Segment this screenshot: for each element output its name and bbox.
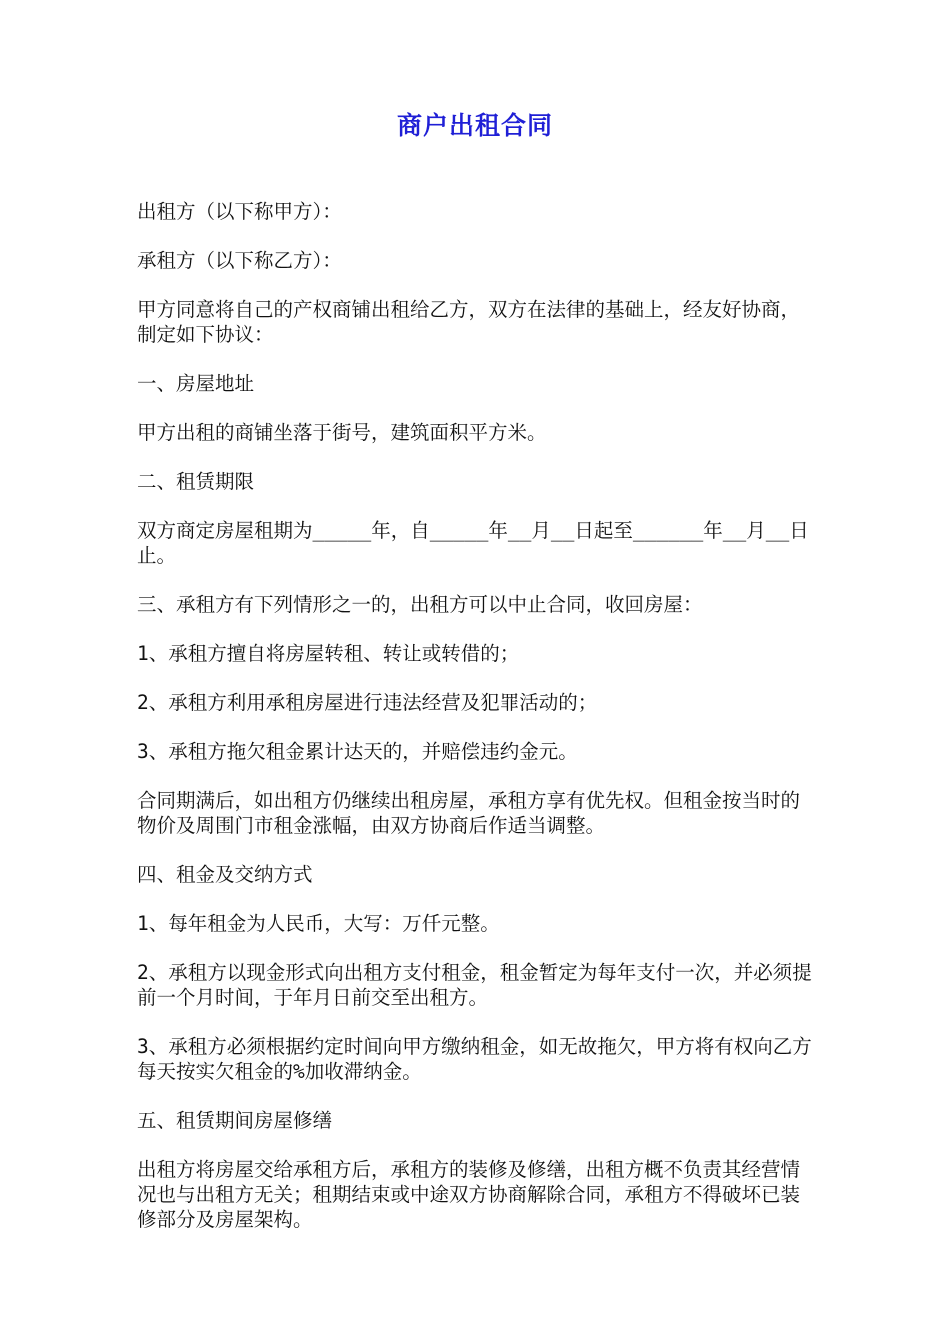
- renewal-clause: 合同期满后，如出租方仍继续出租房屋，承租方享有优先权。但租金按当时的物价及周围门市租金涨幅，由双方协商后作适当调整。: [137, 789, 801, 837]
- section-heading-rent: 四、租金及交纳方式: [137, 863, 313, 886]
- section-heading-term: 二、租赁期限: [137, 470, 255, 493]
- section-heading-repairs: 五、租赁期间房屋修缮: [137, 1109, 333, 1132]
- repairs-clause: 出租方将房屋交给承租方后，承租方的装修及修缮，出租方概不负责其经营情况也与出租方无关；租期结束或中途双方协商解除合同，承租方不得破坏已装修部分及房屋架构。: [137, 1158, 801, 1231]
- party-b-line: 承租方（以下称乙方）：: [137, 249, 342, 272]
- agreement-intro: 甲方同意将自己的产权商铺出租给乙方，双方在法律的基础上，经友好协商，制定如下协议：: [137, 298, 801, 346]
- document-title: 商户出租合同: [396, 111, 553, 140]
- termination-item-1: 1、承租方擅自将房屋转租、转让或转借的；: [137, 642, 520, 665]
- termination-item-3: 3、承租方拖欠租金累计达天的，并赔偿违约金元。: [137, 740, 578, 763]
- section-heading-address: 一、房屋地址: [137, 372, 255, 395]
- address-clause: 甲方出租的商铺坐落于街号，建筑面积平方米。: [137, 421, 547, 444]
- document-body: [137, 199, 817, 1256]
- section-heading-termination: 三、承租方有下列情形之一的，出租方可以中止合同，收回房屋：: [137, 593, 703, 616]
- rent-item-1: 1、每年租金为人民币，大写：万仟元整。: [137, 912, 500, 935]
- party-a-line: 出租方（以下称甲方）：: [137, 200, 342, 223]
- term-clause: 双方商定房屋租期为_____年，自_____年__月__日起至______年__月__日止。: [137, 519, 809, 567]
- rent-item-2: 2、承租方以现金形式向出租方支付租金，租金暂定为每年支付一次，并必须提前一个月时间，于年月日前交至出租方。: [137, 961, 812, 1009]
- termination-item-2: 2、承租方利用承租房屋进行违法经营及犯罪活动的；: [137, 691, 598, 714]
- rent-item-3: 3、承租方必须根据约定时间向甲方缴纳租金，如无故拖欠，甲方将有权向乙方每天按实欠租金的%加收滞纳金。: [137, 1035, 812, 1083]
